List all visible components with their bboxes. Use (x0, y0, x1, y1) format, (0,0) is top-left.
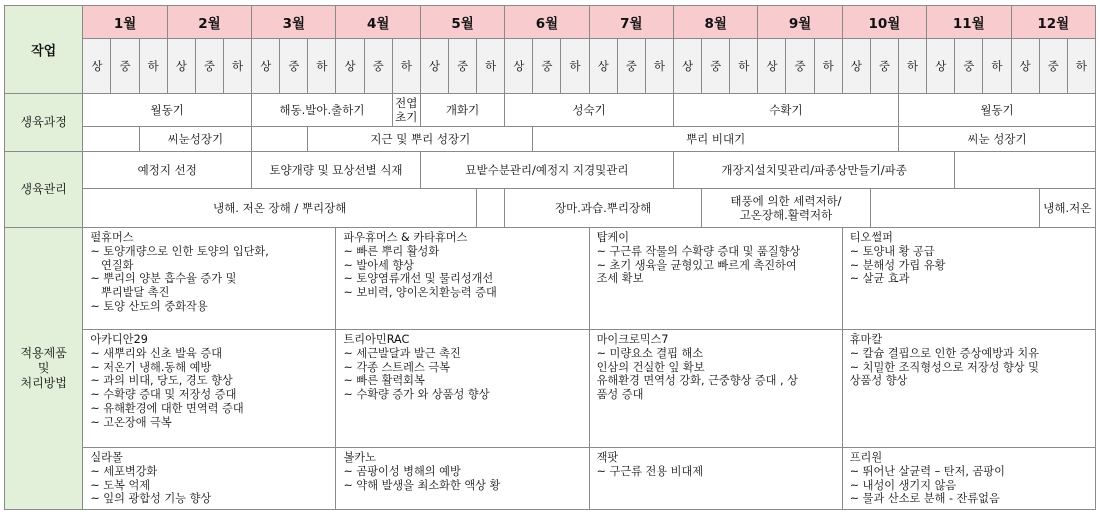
product-benefit: ~ 뛰어난 살균력 – 탄저, 곰팡이 (849, 464, 1005, 478)
product-card (842, 448, 1095, 510)
period-header: 상 (842, 39, 870, 94)
month-header: 2월 (167, 6, 251, 39)
product-benefit: ~ 과의 비대, 당도, 경도 향상 (90, 374, 233, 388)
period-header: 하 (477, 39, 505, 94)
growth-stage: 뿌리 비대기 (533, 127, 899, 152)
product-benefit: ~ 각종 스트레스 극복 (343, 360, 450, 374)
month-header: 1월 (83, 6, 167, 39)
product-card (589, 448, 842, 510)
period-header: 하 (392, 39, 420, 94)
product-name: 아카디안29 (90, 333, 148, 346)
period-header: 하 (645, 39, 673, 94)
period-header: 중 (364, 39, 392, 94)
month-header: 12월 (1011, 6, 1096, 39)
period-header: 상 (83, 39, 111, 94)
period-header: 상 (167, 39, 195, 94)
management-task: 토양개량 및 묘상선별 식재 (252, 152, 421, 189)
product-benefit: ~ 초기 생육을 균형있고 빠르게 촉진하여 조세 확보 (596, 258, 797, 286)
product-name: 프리원 (849, 451, 883, 464)
period-header: 중 (1039, 39, 1067, 94)
product-benefit: ~ 세포벽강화 (90, 464, 158, 478)
growth-stage: 수확기 (673, 94, 898, 127)
period-header: 상 (673, 39, 701, 94)
growth-stage: 성숙기 (505, 94, 674, 127)
period-header: 하 (730, 39, 758, 94)
growth-stage: 지근 및 뿌리 성장기 (308, 127, 533, 152)
product-benefit: ~ 곰팡이성 병해의 예방 (343, 464, 461, 478)
product-name: 티오썰퍼 (849, 231, 893, 244)
product-benefit: ~ 세근발달과 발근 촉진 (343, 346, 461, 360)
product-card (589, 228, 842, 330)
product-name: 휴마칼 (849, 333, 883, 346)
period-header: 하 (223, 39, 251, 94)
month-header: 6월 (505, 6, 589, 39)
period-header: 상 (589, 39, 617, 94)
growth-stage: 씨눈 성장기 (898, 127, 1095, 152)
period-header: 상 (420, 39, 448, 94)
product-name: 파우휴머스 & 카타휴머스 (343, 231, 468, 244)
product-benefit: ~ 빠른 활력회복 (343, 374, 425, 388)
product-benefit: ~ 뿌리의 양분 흡수율 증가 및 뿌리발달 촉진 (90, 272, 237, 300)
product-benefit: ~ 물과 산소로 분해 - 잔류없음 (849, 492, 1000, 506)
product-benefit: ~ 살균 효과 (849, 272, 910, 286)
period-header: 중 (448, 39, 476, 94)
management-risk: 냉해. 저온 장해 / 뿌리장해 (83, 189, 477, 228)
product-benefit: ~ 잎의 광합성 기능 향상 (90, 492, 212, 506)
management-task: 예정지 선정 (83, 152, 252, 189)
management-task: 개장지설치및관리/파종상만들기/파종 (673, 152, 954, 189)
product-benefit: ~ 토양개량으로 인한 토양의 입단화, 연질화 (90, 244, 269, 272)
period-header: 하 (814, 39, 842, 94)
growth-stage: 월동기 (898, 94, 1095, 127)
product-card (83, 448, 336, 510)
growth-stage: 씨눈성장기 (139, 127, 252, 152)
period-header: 중 (533, 39, 561, 94)
management-risk: 냉해.저온 (1039, 189, 1095, 228)
month-header: 7월 (589, 6, 673, 39)
product-benefit: ~ 내성이 생기지 않음 (849, 478, 957, 492)
product-benefit: 유해환경 면역성 강화, 근중향상 증대 , 상 품성 증대 (596, 374, 798, 402)
month-header: 10월 (842, 6, 926, 39)
product-benefit: ~ 도복 억제 (90, 478, 151, 492)
month-header: 4월 (336, 6, 420, 39)
month-header: 9월 (758, 6, 842, 39)
empty-cell (955, 152, 1096, 189)
product-card (842, 228, 1095, 330)
period-header: 중 (702, 39, 730, 94)
product-benefit: ~ 저온기 냉해.동해 예방 (90, 360, 212, 374)
crop-schedule-table (4, 5, 1096, 510)
period-header: 중 (955, 39, 983, 94)
product-card (336, 228, 589, 330)
product-benefit: ~ 분해성 가립 유황 (849, 258, 946, 272)
product-name: 잭팟 (596, 451, 619, 464)
empty-cell (83, 127, 139, 152)
period-header: 상 (336, 39, 364, 94)
empty-cell (252, 127, 308, 152)
product-benefit: ~ 수확량 증가 와 상품성 향상 (343, 388, 490, 402)
product-benefit: ~ 토양염류개선 및 물리성개선 (343, 272, 494, 286)
product-benefit: ~ 수확량 증대 및 저장성 증대 (90, 388, 237, 402)
product-name: 탑케이 (596, 231, 630, 244)
product-card (336, 330, 589, 448)
growth-stage: 전엽 초기 (392, 94, 420, 127)
period-header: 중 (617, 39, 645, 94)
period-header: 상 (927, 39, 955, 94)
period-header: 중 (786, 39, 814, 94)
management-label: 생육관리 (5, 152, 83, 228)
period-header: 상 (252, 39, 280, 94)
period-header: 중 (870, 39, 898, 94)
product-benefit: ~ 유해환경에 대한 면역력 증대 (90, 401, 244, 415)
empty-cell (477, 189, 505, 228)
period-header: 중 (195, 39, 223, 94)
product-benefit: ~ 치밀한 조직형성으로 저장성 향상 및 상품성 향상 (849, 360, 1039, 388)
month-header: 3월 (252, 6, 336, 39)
period-header: 상 (505, 39, 533, 94)
period-header: 하 (561, 39, 589, 94)
product-benefit: ~ 발아세 향상 (343, 258, 414, 272)
management-risk: 태풍에 의한 세력저하/ 고온장해.활력저하 (702, 189, 871, 228)
product-card (842, 330, 1095, 448)
product-name: 마이크로믹스7 (596, 333, 669, 346)
product-benefit: 인삼의 건실한 잎 확보 (596, 360, 705, 374)
management-task: 묘밭수분관리/예정지 지경및관리 (420, 152, 673, 189)
period-header: 중 (280, 39, 308, 94)
product-name: 펄휴머스 (90, 231, 134, 244)
product-name: 볼카노 (343, 451, 376, 464)
product-benefit: ~ 고온장애 극복 (90, 415, 172, 429)
month-header: 5월 (420, 6, 504, 39)
product-benefit: ~ 빠른 뿌리 활성화 (343, 244, 440, 258)
product-card (83, 330, 336, 448)
product-card (83, 228, 336, 330)
growth-stage: 개화기 (420, 94, 504, 127)
growth-stage: 월동기 (83, 94, 252, 127)
period-header: 하 (898, 39, 926, 94)
product-benefit: ~ 보비력, 양이온치환능력 증대 (343, 286, 497, 300)
month-header: 11월 (927, 6, 1011, 39)
period-header: 중 (111, 39, 139, 94)
period-header: 하 (1067, 39, 1095, 94)
product-benefit: ~ 구근류 작물의 수확량 증대 및 품질향상 (596, 244, 801, 258)
growth-stage-label: 생육과정 (5, 94, 83, 152)
growth-stage: 해동.발아.출하기 (252, 94, 393, 127)
product-name: 실라몰 (90, 451, 123, 464)
period-header: 상 (1011, 39, 1039, 94)
products-label: 적용제품 및 처리방법 (5, 228, 83, 510)
product-benefit: ~ 칼슘 결핍으로 인한 증상예방과 치유 (849, 346, 1039, 360)
period-header: 상 (758, 39, 786, 94)
product-card (589, 330, 842, 448)
product-benefit: ~ 구근류 전용 비대제 (596, 464, 704, 478)
task-header: 작업 (5, 6, 83, 94)
month-header: 8월 (673, 6, 757, 39)
period-header: 하 (308, 39, 336, 94)
product-benefit: ~ 미량요소 결핍 해소 (596, 346, 704, 360)
product-name: 트리아민RAC (343, 333, 410, 346)
period-header: 하 (983, 39, 1011, 94)
product-card (336, 448, 589, 510)
product-benefit: ~ 토양 산도의 중화작용 (90, 299, 208, 313)
product-benefit: ~ 약해 발생을 최소화한 액상 황 (343, 478, 501, 492)
product-benefit: ~ 토양내 황 공급 (849, 244, 935, 258)
management-risk: 장마.과습.뿌리장해 (505, 189, 702, 228)
empty-cell (870, 189, 1039, 228)
period-header: 하 (139, 39, 167, 94)
product-benefit: ~ 새뿌리와 신초 발육 증대 (90, 346, 223, 360)
